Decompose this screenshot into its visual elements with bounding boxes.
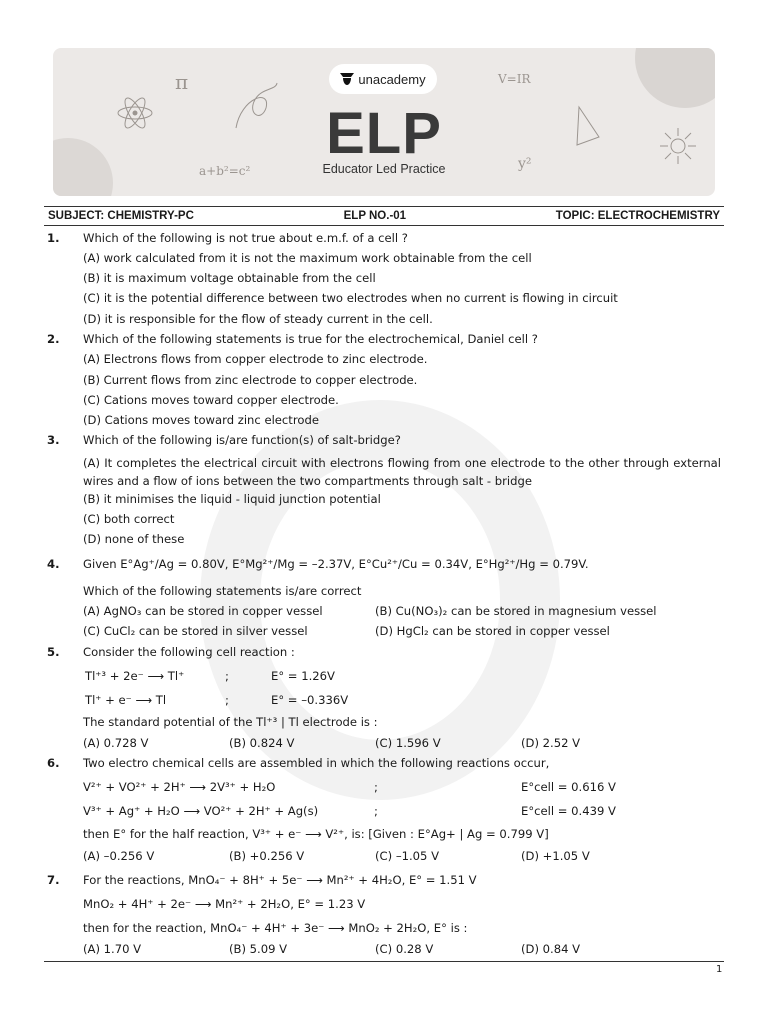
question-text: Which of the following is not true about e.m.f. of a cell ? — [83, 231, 408, 245]
doodle-y-squared: y² — [518, 156, 532, 172]
elp-number: ELP NO.-01 — [343, 210, 407, 222]
question-number: 1. — [47, 231, 60, 245]
question-number: 6. — [47, 756, 60, 770]
option: (A) 1.70 V — [83, 942, 142, 956]
elp-banner — [53, 48, 715, 196]
subject-label: SUBJECT: CHEMISTRY-PC — [48, 210, 194, 222]
separator: ; — [374, 780, 378, 794]
reaction: Tl⁺³ + 2e⁻ ⟶ Tl⁺ — [85, 669, 185, 683]
unacademy-logo-icon — [340, 73, 354, 85]
brand-name: unacademy — [358, 71, 426, 87]
footer-divider — [44, 961, 724, 962]
separator: ; — [225, 693, 229, 707]
option: (B) it is maximum voltage obtainable from the cell — [83, 271, 376, 285]
banner-decor-circle-right — [635, 48, 715, 108]
option: (B) Cu(NO₃)₂ can be stored in magnesium vessel — [375, 604, 657, 618]
option: (C) both correct — [83, 512, 175, 526]
question-text: The standard potential of the Tl⁺³ | Tl electrode is : — [83, 715, 378, 729]
banner-title: ELP — [326, 101, 442, 166]
option: (D) +1.05 V — [521, 849, 590, 863]
option: (C) CuCl₂ can be stored in silver vessel — [83, 624, 308, 638]
option: (D) HgCl₂ can be stored in copper vessel — [375, 624, 610, 638]
topic-label: TOPIC: ELECTROCHEMISTRY — [555, 210, 720, 222]
option: (C) it is the potential difference between two electrodes when no current is flowing in circuit — [83, 291, 618, 305]
separator: ; — [225, 669, 229, 683]
option: (A) AgNO₃ can be stored in copper vessel — [83, 604, 323, 618]
doodle-pi: π — [175, 70, 189, 94]
option: (D) none of these — [83, 532, 185, 546]
reaction: MnO₂ + 4H⁺ + 2e⁻ ⟶ Mn²⁺ + 2H₂O, E° = 1.23 V — [83, 897, 366, 911]
question-text: Two electro chemical cells are assembled in which the following reactions occur, — [83, 756, 550, 770]
option: (C) Cations moves toward copper electrode. — [83, 393, 339, 407]
unacademy-logo — [329, 64, 437, 94]
option: (A) work calculated from it is not the maximum work obtainable from the cell — [83, 251, 532, 265]
question-text: For the reactions, MnO₄⁻ + 8H⁺ + 5e⁻ ⟶ Mn²⁺ + 4H₂O, E° = 1.51 V — [83, 873, 477, 887]
option: (B) +0.256 V — [229, 849, 305, 863]
reaction-potential: E°cell = 0.439 V — [521, 804, 616, 818]
question-number: 4. — [47, 557, 60, 571]
question-text: Consider the following cell reaction : — [83, 645, 295, 659]
option: (D) 0.84 V — [521, 942, 581, 956]
page-number: 1 — [716, 964, 723, 975]
option: (C) 0.28 V — [375, 942, 434, 956]
option: (B) it minimises the liquid - liquid junction potential — [83, 492, 381, 506]
question-number: 7. — [47, 873, 60, 887]
option: (D) 2.52 V — [521, 736, 581, 750]
option: (B) 5.09 V — [229, 942, 288, 956]
question-text: then for the reaction, MnO₄⁻ + 4H⁺ + 3e⁻ ⟶ MnO₂ + 2H₂O, E° is : — [83, 921, 468, 935]
reaction: V²⁺ + VO²⁺ + 2H⁺ ⟶ 2V³⁺ + H₂O — [83, 780, 276, 794]
question-text: Which of the following statements is/are correct — [83, 584, 362, 598]
reaction-potential: E° = 1.26V — [271, 669, 335, 683]
option: (C) 1.596 V — [375, 736, 441, 750]
option: (B) Current flows from zinc electrode to copper electrode. — [83, 373, 418, 387]
separator: ; — [374, 804, 378, 818]
question-text: Which of the following statements is true for the electrochemical, Daniel cell ? — [83, 332, 538, 346]
document-header — [44, 206, 724, 226]
reaction-potential: E°cell = 0.616 V — [521, 780, 616, 794]
banner-subtitle: Educator Led Practice — [322, 162, 446, 176]
option: (B) 0.824 V — [229, 736, 295, 750]
question-number: 5. — [47, 645, 60, 659]
question-text: Which of the following is/are function(s) of salt-bridge? — [83, 433, 401, 447]
doodle-ohms-law: V=IR — [498, 72, 531, 86]
option: (C) –1.05 V — [375, 849, 440, 863]
option: (D) it is responsible for the flow of steady current in the cell. — [83, 312, 433, 326]
option: (A) –0.256 V — [83, 849, 155, 863]
option: (D) Cations moves toward zinc electrode — [83, 413, 319, 427]
option: (A) 0.728 V — [83, 736, 149, 750]
doodle-equation: a+b²=c² — [199, 164, 251, 178]
question-number: 3. — [47, 433, 60, 447]
question-text: then E° for the half reaction, V³⁺ + e⁻ ⟶ V²⁺, is: [Given : E°Ag+ | Ag = 0.799 V] — [83, 827, 549, 841]
reaction-potential: E° = –0.336V — [271, 693, 349, 707]
given-potentials: Given E°Ag⁺/Ag = 0.80V, E°Mg²⁺/Mg = –2.37V, E°Cu²⁺/Cu = 0.34V, E°Hg²⁺/Hg = 0.79V. — [83, 557, 589, 571]
option: (A) Electrons flows from copper electrode to zinc electrode. — [83, 352, 428, 366]
reaction: V³⁺ + Ag⁺ + H₂O ⟶ VO²⁺ + 2H⁺ + Ag(s) — [83, 804, 319, 818]
option: (A) It completes the electrical circuit with electrons flowing from one electrode to the other through external wires and a flow of ions between the two compartments through salt - bridge — [83, 456, 721, 488]
question-number: 2. — [47, 332, 60, 346]
reaction: Tl⁺ + e⁻ ⟶ Tl — [85, 693, 167, 707]
